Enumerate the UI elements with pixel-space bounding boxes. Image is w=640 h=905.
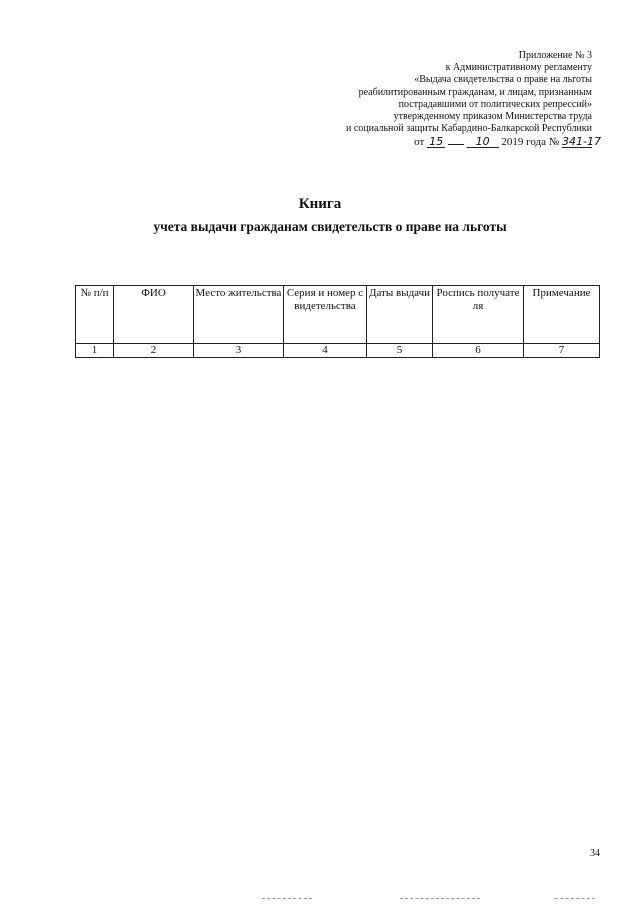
appendix-approval-line-1: утвержденному приказом Министерства труда: [393, 111, 592, 123]
register-table: [75, 285, 600, 358]
appendix-service-line-1: «Выдача свидетельства о праве на льготы: [414, 74, 592, 86]
column-number-4: 4: [284, 344, 367, 358]
header-number: № п/п: [76, 286, 114, 344]
appendix-regulation: к Административному регламенту: [445, 62, 592, 74]
column-number-2: 2: [114, 344, 194, 358]
header-residence: Место жительства: [194, 286, 284, 344]
column-number-3: 3: [194, 344, 284, 358]
page-number: 34: [590, 848, 600, 859]
scan-artifact-line: [262, 898, 312, 900]
appendix-approval-line-2: и социальной защиты Кабардино-Балкарской Республики: [345, 123, 592, 135]
date-month: 10: [467, 136, 499, 148]
scan-artifact-line: [400, 898, 480, 900]
header-note: Примечание: [524, 286, 600, 344]
scan-artifact-line: [555, 898, 595, 900]
header-recipient-signature: Роспись получателя: [433, 286, 524, 344]
order-number: 341-17: [562, 135, 601, 149]
document-title: Книга: [298, 196, 342, 212]
table-header-row: [76, 286, 600, 344]
date-suffix: 2019 года №: [501, 136, 560, 149]
header-issue-dates: Даты выдачи: [367, 286, 433, 344]
table-row: [76, 344, 600, 358]
appendix-service-line-2: реабилитированным гражданам, и лицам, признанным: [358, 86, 592, 98]
header-certificate-series: Серия и номер свидетельства: [284, 286, 367, 344]
document-subtitle: учета выдачи гражданам свидетельств о праве на льготы: [153, 219, 507, 234]
date-prefix: от: [414, 136, 425, 149]
column-number-1: 1: [76, 344, 114, 358]
appendix-service-line-3: пострадавшими от политических репрессий»: [398, 98, 592, 110]
appendix-block: [345, 50, 601, 149]
date-day: 15: [429, 135, 444, 149]
column-number-7: 7: [524, 344, 600, 358]
date-separator: [448, 135, 464, 145]
column-number-5: 5: [367, 344, 433, 358]
appendix-number: Приложение № 3: [518, 50, 592, 61]
header-full-name: ФИО: [114, 286, 194, 344]
column-number-6: 6: [433, 344, 524, 358]
appendix-date-line: [346, 135, 601, 149]
